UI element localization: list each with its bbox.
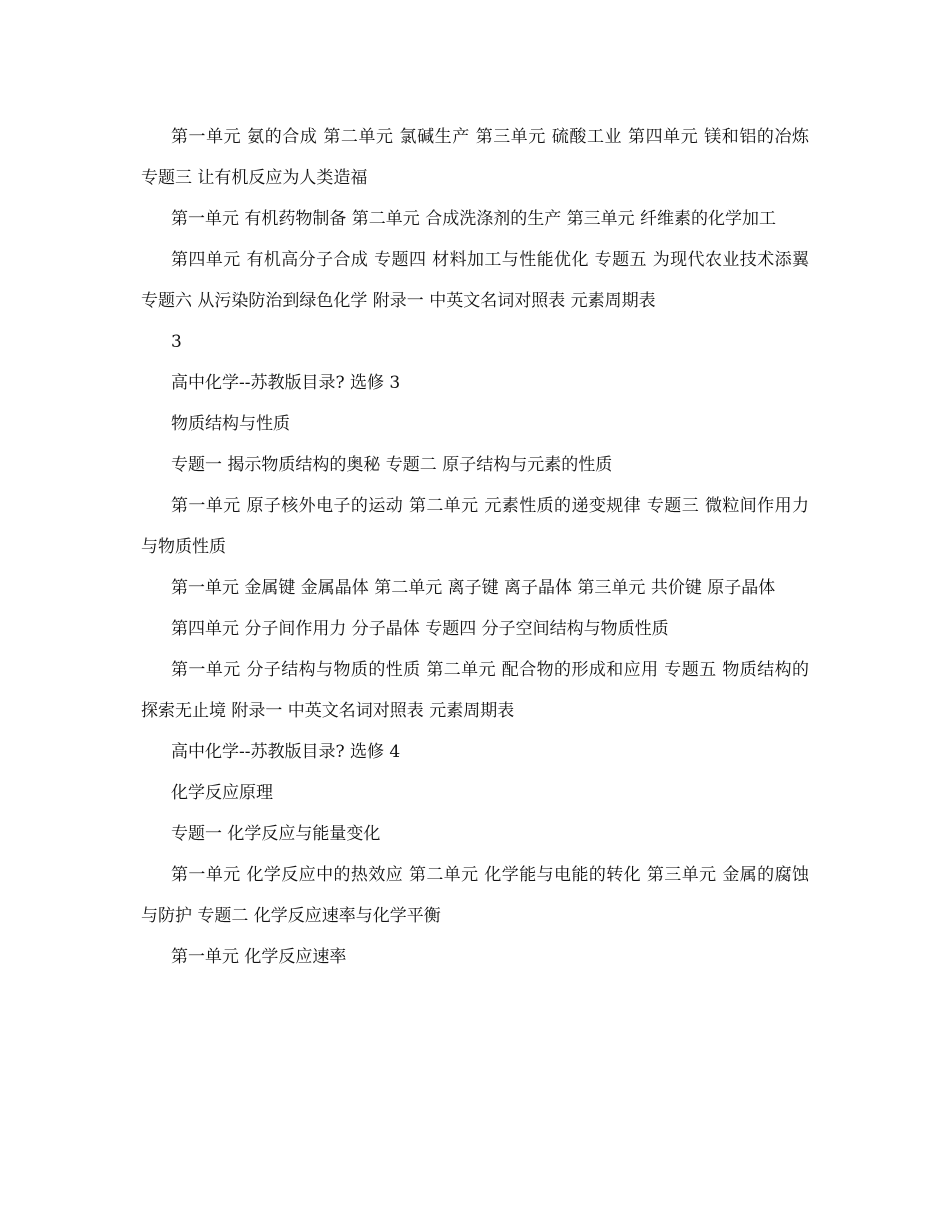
paragraph: 第一单元 分子结构与物质的性质 第二单元 配合物的形成和应用 专题五 物质结构的探索无止境 附录一 中英文名词对照表 元素周期表 xyxy=(141,660,809,721)
section-heading: 高中化学--苏教版目录? 选修 3 xyxy=(171,373,401,393)
paragraph: 专题一 揭示物质结构的奥秘 专题二 原子结构与元素的性质 xyxy=(171,455,613,475)
paragraph: 第一单元 金属键 金属晶体 第二单元 离子键 离子晶体 第三单元 共价键 原子晶体 xyxy=(171,578,776,598)
paragraph: 3 xyxy=(171,332,182,352)
section-subtitle: 物质结构与性质 xyxy=(171,414,290,434)
paragraph: 第四单元 分子间作用力 分子晶体 专题四 分子空间结构与物质性质 xyxy=(171,619,669,639)
paragraph: 专题一 化学反应与能量变化 xyxy=(171,824,381,844)
section-subtitle: 化学反应原理 xyxy=(171,783,273,803)
paragraph: 第四单元 有机高分子合成 专题四 材料加工与性能优化 专题五 为现代农业技术添翼 专题六 从污染防治到绿色化学 附录一 中英文名词对照表 元素周期表 xyxy=(141,250,809,311)
paragraph: 第一单元 原子核外电子的运动 第二单元 元素性质的递变规律 专题三 微粒间作用力与物质性质 xyxy=(141,496,809,557)
paragraph: 第一单元 氨的合成 第二单元 氯碱生产 第三单元 硫酸工业 第四单元 镁和铝的冶炼 专题三 让有机反应为人类造福 xyxy=(141,127,809,188)
paragraph: 第一单元 化学反应中的热效应 第二单元 化学能与电能的转化 第三单元 金属的腐蚀与防护 专题二 化学反应速率与化学平衡 xyxy=(141,865,809,926)
document-page xyxy=(141,117,809,978)
paragraph: 第一单元 有机药物制备 第二单元 合成洗涤剂的生产 第三单元 纤维素的化学加工 xyxy=(171,209,777,229)
section-heading: 高中化学--苏教版目录? 选修 4 xyxy=(171,742,401,762)
paragraph: 第一单元 化学反应速率 xyxy=(171,947,347,967)
